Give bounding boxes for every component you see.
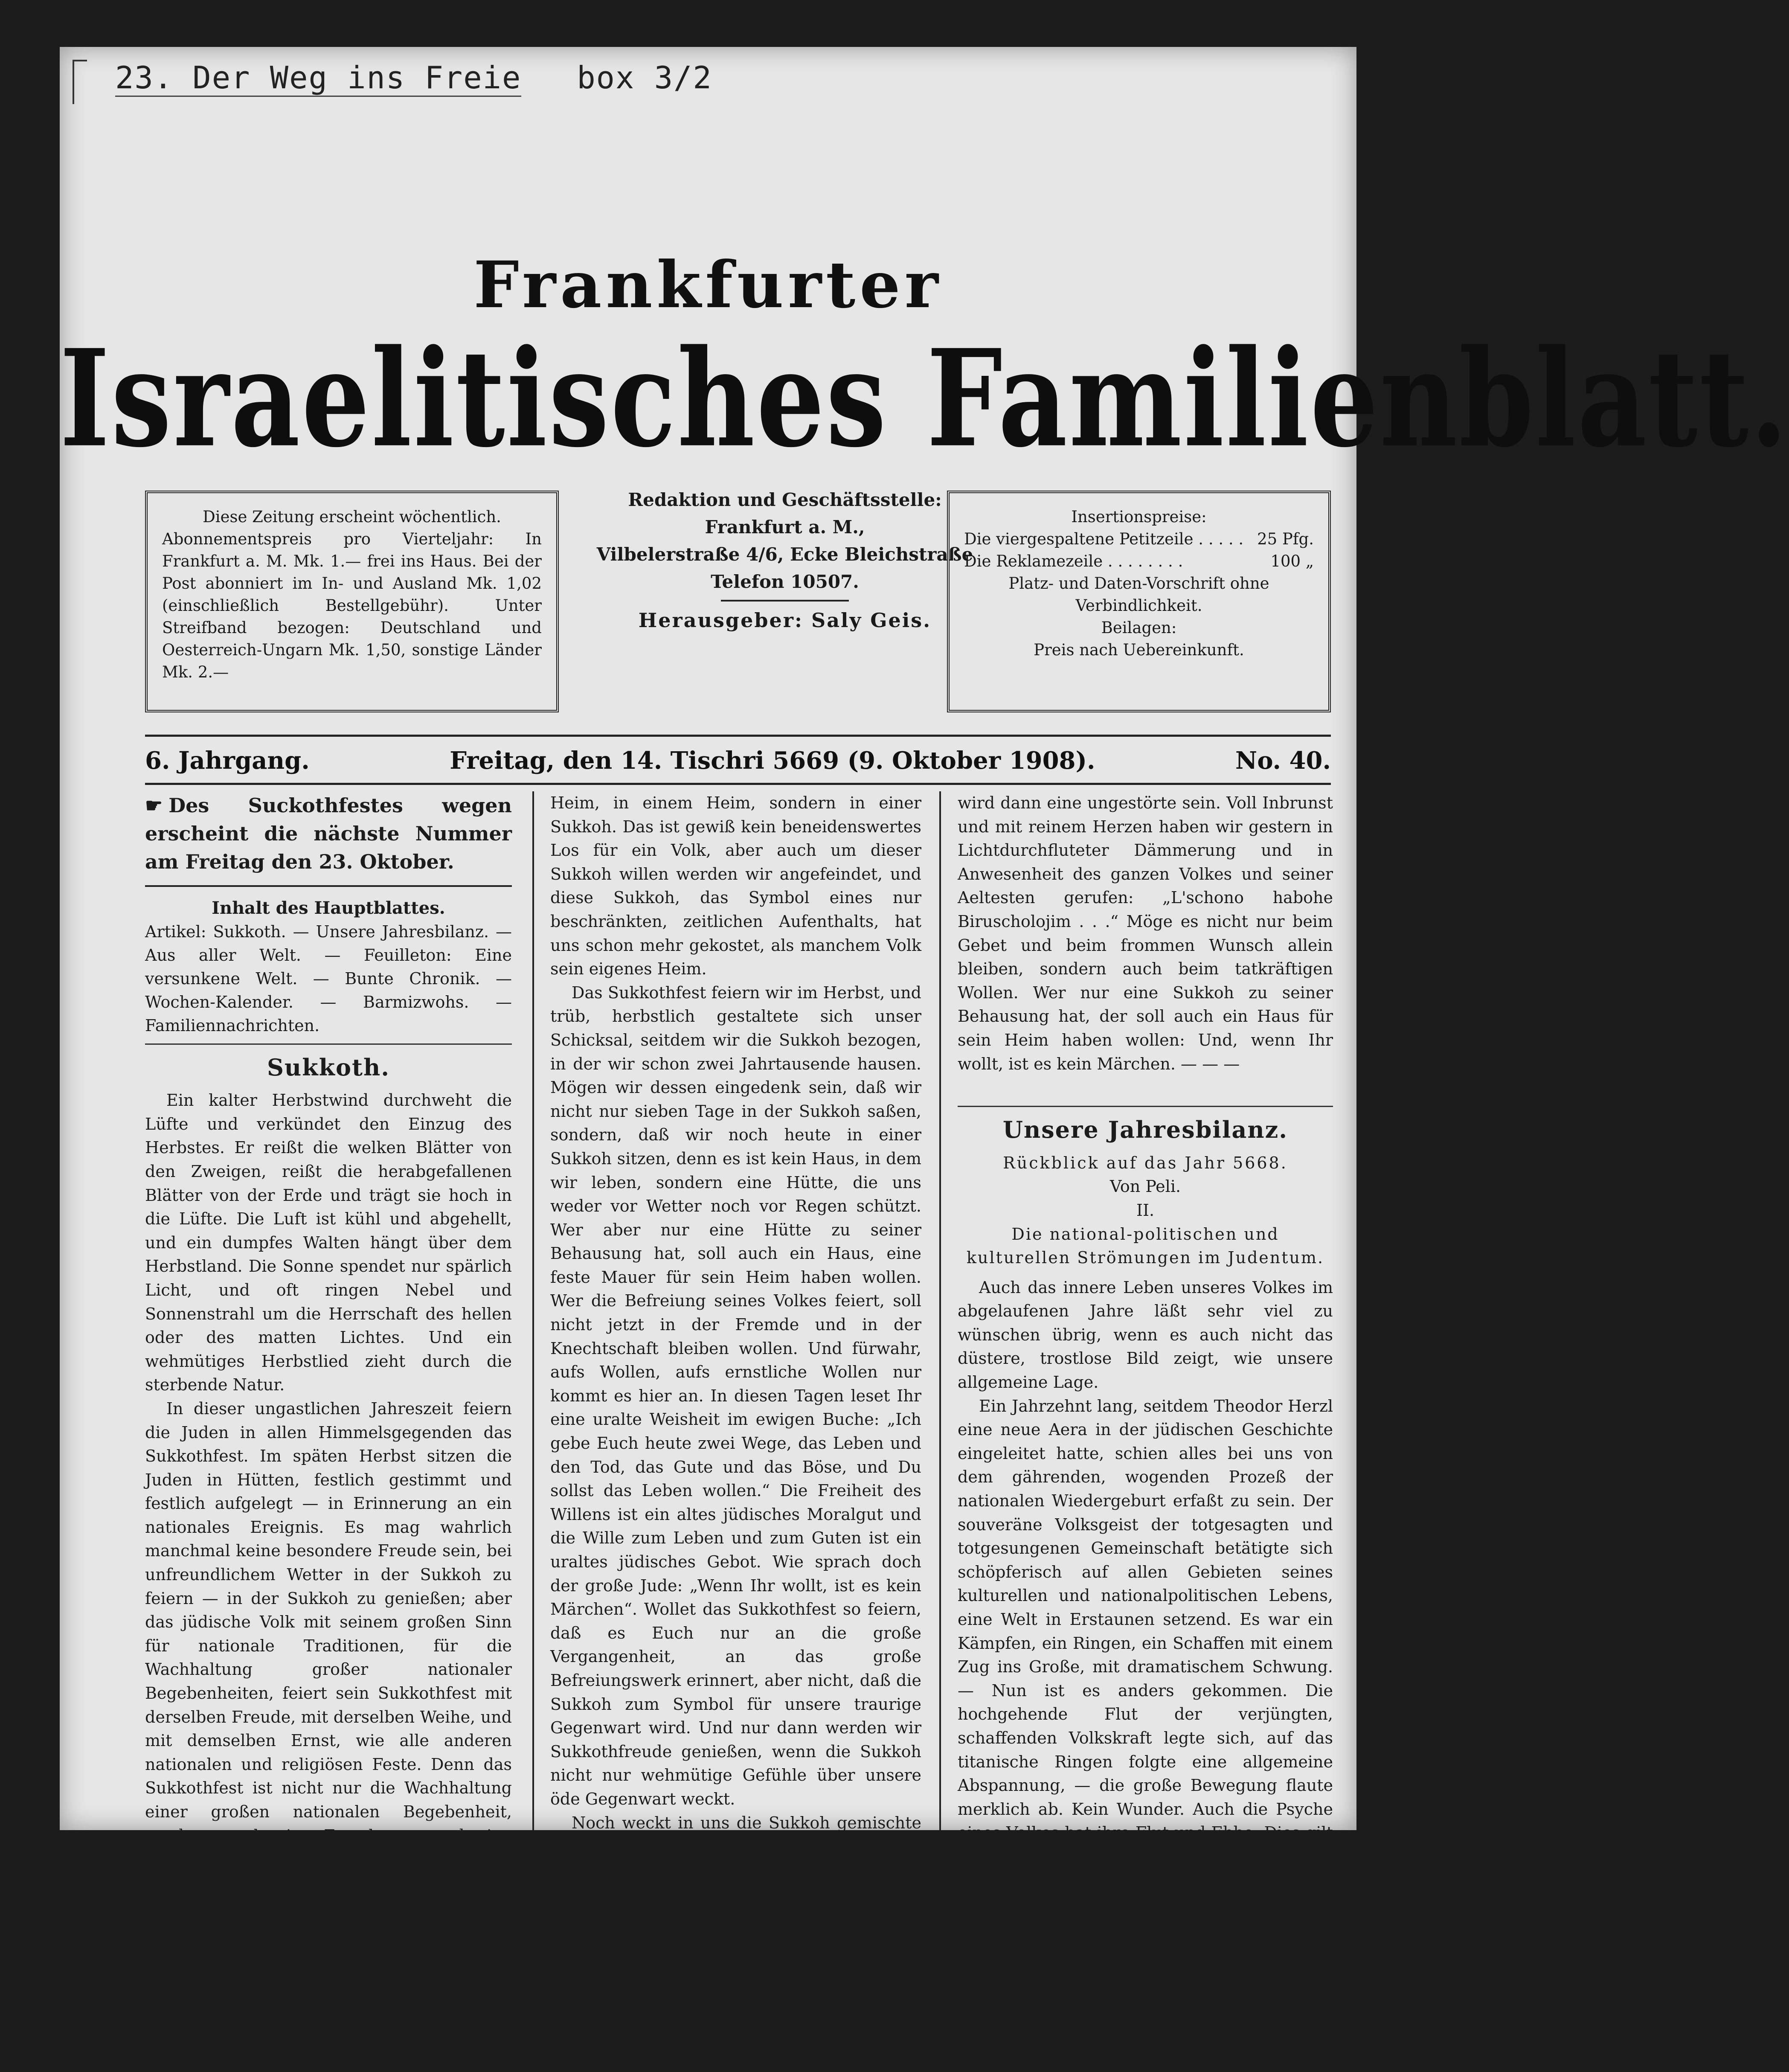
archive-reference-label [115,60,712,96]
archive-corner-mark [73,60,87,104]
article-paragraph: In dieser ungastlichen Jahreszeit feiern die Juden in allen Himmelsgegenden das Sukkothfest. Im späten Herbst sitzen die Juden in Hütten, festlich gestimmt und festlich aufgelegt — in Erinnerung an ein nationales Ereignis. Es mag wahrlich manchmal keine besondere Freude sein, bei unfreundlichem Wetter in der Sukkoh zu feiern — in der Sukkoh zu genießen; aber das jüdische Volk mit seinem großen Sinn für nationale Traditionen, für die Wachhaltung großer nationaler Begebenheiten, feiert sein Sukkothfest mit derselben Freude, mit derselben Weihe, und mit demselben Ernst, wie alle anderen nationalen und religiösen Feste. Denn das Sukkothfest ist nicht nur die Wachhaltung einer großen nationalen Begebenheit, sondern auch eine Ermahnung und eine Warnung — eine Mahnung speziell für die Juden in der Diaspora. — In Sukkoth haben unsere Väter gewohnt, als sie von Egypten auszogen, und die Sukkoh war ein Uebergangsstadium von Knechtschaft zu Freiheit, von drückender Nachbarschaft zur selbständigen Häuslichkeit. [145,1399,512,2011]
editorial-divider [721,600,849,602]
supplements-heading: Beilagen: [1101,619,1177,637]
article-title-sukkoth: Sukkoth. [267,1053,390,1081]
editorial-office [567,486,1002,634]
column-2 [550,791,921,2072]
column-divider [939,791,941,1830]
dateline-rule [145,735,1331,737]
article-part: II. [1136,1200,1155,1220]
ad-rate-value: 100 „ [1270,552,1314,570]
ad-rate-label: Die Reklamezeile . . . . . . . . [964,552,1183,570]
article-paragraph: Auch das innere Leben unseres Volkes im abgelaufenen Jahre läßt sehr viel zu wünschen übrig, wenn es auch nicht das düstere, trostlose Bild zeigt, wie unsere allgemeine Lage. [958,1278,1333,1392]
article-paragraph: Ein Jahrzehnt lang, seitdem Theodor Herzl eine neue Aera in der jüdischen Geschichte eingeleitet hatte, schien alles bei uns von dem gährenden, wogenden Prozeß der nationalen Wiedergeburt erfaßt zu sein. Der souveräne Volksgeist der totgesagten und totgesungenen Gemeinschaft betätigte sich schöpferisch auf allen Gebieten seines kulturellen und nationalpolitischen Lebens, eine Welt in Erstaunen setzend. Es war ein Kämpfen, ein Ringen, ein Schaffen mit einem Zug ins Große, mit dramatischem Schwung. — Nun ist es anders gekommen. Die hochgehende Flut der verjüngten, schaffenden Volkskraft legte sich, auf das titanische Ringen folgte eine allgemeine Abspannung, — die große Bewegung flaute merklich ab. Kein Wunder. Auch die Psyche eines Volkes hat ihre Flut und Ebbe. Dies gilt in erhöhtem Maße von einem Volke, das überall in der exzeptionellen Stellung einer Minoritätsgruppe lebt. Ein solches Volk hat immer eine „doppelte Buchführung“, und zwar mit ungünstiger Bilanz: es lebt weniger sein eigenes, als seiner Herren Nachbarn Leben. Oft, allzu oft wird es zum Spielball fremder Faktoren und Verhält- [958,1396,1333,2032]
article-title-jahresbilanz: Unsere Jahresbilanz. [1002,1116,1288,1144]
dateline-rule [145,783,1331,785]
section-divider [958,1106,1333,1107]
pointing-hand-icon: ☛ [145,794,163,817]
issue-number: No. 40. [1235,747,1331,775]
column-1 [145,791,512,2061]
ads-placement-note: Platz- und Daten-Vorschrift ohne Verbindlichkeit. [1008,574,1269,615]
supplements-price: Preis nach Uebereinkunft. [1034,641,1244,659]
ad-rate-label: Die viergespaltene Petitzeile . . . . . [964,530,1244,548]
newspaper-sheet [60,47,1789,2069]
subscription-prices: Abonnementspreis pro Vierteljahr: In Frankfurt a. M. Mk. 1.— frei ins Haus. Bei der Post abonniert im In- und Ausland Mk. 1,02 (einschließlich Bestellgebühr). Unter Streifband bezogen: Deutschland und Oesterreich-Ungarn Mk. 1,50, sonstige Länder Mk. 2.— [162,530,542,681]
issue-date: Freitag, den 14. Tischri 5669 (9. Oktober 1908). [450,747,1095,775]
article-paragraph: Noch weckt in uns die Sukkoh gemischte Gefühle, denn die Sukkoh als ständiger Aufenthaltsort ist kein glückliches Schicksal, und die Freude an einer Doppelsukkoh ist nicht rein. Und unsere Festesfreude soll eine reine sein. „Wesomachto bechagecho“ — Du sollst Dich freuen an und mit Deinen Festen. Nun sieh': Die Wand der Sukkoh ist so dünn, und draußen lauert der Feind. . . So wird die Freude und die feierliche Stimmung des Festes durch das [550,1813,921,2069]
volume-label: 6. Jahrgang. [145,747,310,775]
editorial-phone: Telefon 10507. [711,571,859,592]
archive-reference-title: 23. Der Weg ins Freie [115,60,521,97]
article-paragraph: wird dann eine ungestörte sein. Voll Inbrunst und mit reinem Herzen haben wir gestern in Lichtdurchfluteter Dämmerung und in Anwesenheit des ganzen Volkes und seiner Aeltesten gerufen: „L'schono habohe Biruscholojim . . .“ Möge es nicht nur beim Gebet und beim frommen Wunsch allein bleiben, sondern auch beim tatkräftigen Wollen. Wer nur eine Sukkoh zu seiner Behausung hat, der soll auch ein Haus für sein Heim haben wollen: Und, wenn Ihr wollt, ist es kein Märchen. — — — [958,793,1333,1073]
ad-rate-row [964,528,1314,550]
editorial-heading: Redaktion und Geschäftsstelle: [628,489,942,510]
ads-heading: Insertionspreise: [1071,508,1207,526]
section-heading: Die national-politischen und kulturellen Strömungen im Judentum. [966,1224,1324,1267]
editorial-address: Vilbelerstraße 4/6, Ecke Bleichstraße [596,544,973,565]
section-divider [145,1043,512,1045]
subscription-info-box [145,491,559,712]
ad-rate-row [964,550,1314,572]
article-paragraph: Heim, in einem Heim, sondern in einer Sukkoh. Das ist gewiß kein beneidenswertes Los für ein Volk, aber auch um dieser Sukkoh willen werden wir angefeindet, und diese Sukkoh, das Symbol eines nur beschränkten, zeitlichen Aufenthalts, hat uns schon mehr gekostet, als manchem Volk sein eigenes Heim. [550,793,921,979]
masthead-city: Frankfurter [473,247,943,323]
column-3 [958,791,1333,2035]
column-divider [532,791,534,1830]
advertising-rates-box [947,491,1331,712]
article-paragraph: Das Sukkothfest feiern wir im Herbst, und trüb, herbstlich gestaltete sich unser Schicksal, seitdem wir die Sukkoh bezogen, in der wir schon zwei Jahrtausende hausen. Mögen wir dessen eingedenk sein, daß wir nicht nur sieben Tage in der Sukkoh saßen, sondern, daß wir noch heute in einer Sukkoh sitzen, denn es ist kein Haus, in dem wir leben, sondern eine Hütte, die uns weder vor Wetter noch vor Regen schützt. Wer aber nur eine Hütte zu seiner Behausung hat, soll auch ein Haus, eine feste Mauer für sein Heim haben wollen. Wer die Befreiung seines Volkes feiert, soll nicht jetzt in der Fremde und in der Knechtschaft bleiben wollen. Und fürwahr, aufs Wollen, aufs ernstliche Wollen nur kommt es hier an. In diesen Tagen leset Ihr eine uralte Weisheit im ewigen Buche: „Ich gebe Euch heute zwei Wege, das Leben und den Tod, das Gute und das Böse, und Du sollst das Leben wollen.“ Die Freiheit des Willens ist ein altes jüdisches Moralgut und die Wille zum Leben und zum Guten ist ein uraltes jüdisches Gebot. Wie sprach doch der große Jude: „Wenn Ihr wollt, ist es kein Märchen“. Wollet das Sukkothfest so feiern, daß es Euch nur an die große Vergangenheit, an das große Befreiungswerk erinnert, aber nicht, daß die Sukkoh zum Symbol für unsere traurige Gegenwart wird. Und nur dann werden wir Sukkothfreude genießen, wenn die Sukkoh nicht nur wehmütige Gefühle über unsere öde Gegenwart weckt. [550,983,921,1808]
contents-list: Artikel: Sukkoth. — Unsere Jahresbilanz. — Aus aller Welt. — Feuilleton: Eine versunkene Welt. — Bunte Chronik. — Wochen-Kalender. — Barmizwohs. — Familiennachrichten. [145,922,512,1035]
publisher-name: Herausgeber: Saly Geis. [638,609,932,632]
editorial-city: Frankfurt a. M., [705,517,865,538]
masthead-title: Israelitisches Familienblatt. [60,320,1789,477]
article-paragraph: Ein kalter Herbstwind durchweht die Lüfte und verkündet den Einzug des Herbstes. Er reißt die welken Blätter von den Zweigen, reißt die herabgefallenen Blätter von der Erde und trägt sie hoch in die Lüfte. Die Luft ist kühl und abgehellt, und ein dumpfes Walten hängt über dem Herbstland. Die Sonne spendet nur spärlich Licht, und oft ringen Nebel und Sonnenstrahl um die Herrschaft des hellen oder des matten Lichtes. Und ein wehmütiges Herbstlied zieht durch die sterbende Natur. [145,1091,512,1395]
ad-rate-value: 25 Pfg. [1257,530,1314,548]
issue-notice [145,791,512,887]
dateline [145,747,1331,775]
subscription-frequency: Diese Zeitung erscheint wöchentlich. [203,508,501,526]
article-author: Von Peli. [1109,1177,1181,1196]
archive-box-number: box 3/2 [577,60,712,96]
article-paragraph: In der Fremde, noch immer in der Fremde [145,2016,512,2058]
article-subtitle: Rückblick auf das Jahr 5668. [1003,1153,1288,1172]
notice-text: Des Suckothfestes wegen erscheint die nächste Nummer am Freitag den 23. Oktober. [145,794,512,873]
contents-heading: Inhalt des Hauptblattes. [212,898,445,918]
